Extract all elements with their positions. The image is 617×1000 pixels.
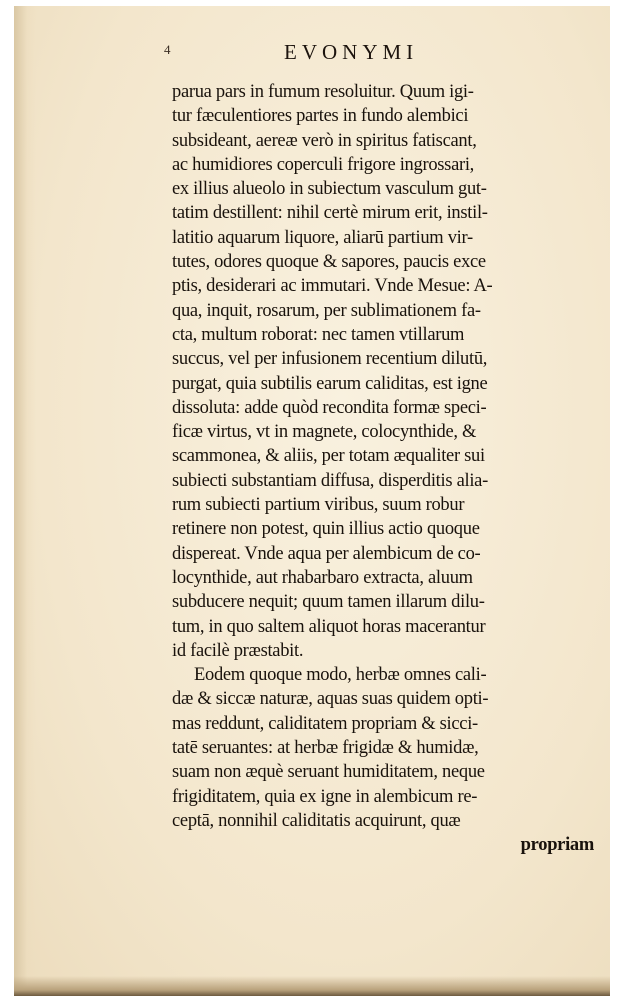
page-number: 4: [164, 42, 171, 57]
text-line: ficæ virtus, vt in magnete, colocynthide, &: [172, 422, 477, 443]
text-line: ceptā, nonnihil caliditatis acquirunt, quæ: [172, 810, 461, 831]
text-line: cta, multum roborat: nec tamen vtillarum: [172, 324, 465, 345]
text-line: tatim destillent: nihil certè mirum erit, instil-: [172, 203, 488, 224]
text-line: latitio aquarum liquore, aliarū partium vir-: [172, 227, 473, 248]
text-line: subducere nequit; quum tamen illarum dilu-: [172, 592, 485, 613]
text-line: tutes, odores quoque & sapores, paucis exce: [172, 252, 486, 273]
text-line: frigiditatem, quia ex igne in alembicum re-: [172, 786, 478, 807]
text-line: qua, inquit, rosarum, per sublimationem fa-: [172, 300, 481, 321]
body-text: [172, 80, 602, 858]
text-line: ptis, desiderari ac immutari. Vnde Mesue: A-: [172, 276, 493, 297]
text-line: purgat, quia subtilis earum caliditas, est igne: [172, 373, 488, 394]
catchword: propriam: [520, 835, 594, 856]
book-page: [14, 6, 610, 996]
text-line: dissoluta: adde quòd recondita formæ speci-: [172, 397, 487, 418]
text-line: tum, in quo saltem aliquot horas macerantur: [172, 616, 486, 637]
text-line: id facilè præstabit.: [172, 640, 304, 661]
text-line: dæ & siccæ naturæ, aquas suas quidem opti-: [172, 689, 489, 710]
page-gutter-shadow: [14, 6, 36, 996]
text-line: locynthide, aut rhabarbaro extracta, aluum: [172, 567, 473, 588]
text-line: scammonea, & aliis, per totam æqualiter sui: [172, 446, 485, 467]
text-line: mas reddunt, caliditatem propriam & sicci-: [172, 713, 478, 734]
text-line: subsideant, aereæ verò in spiritus fatiscant,: [172, 130, 477, 151]
text-line: ac humidiores coperculi frigore ingrossari,: [172, 154, 475, 175]
text-line: retinere non potest, quin illius actio quoque: [172, 519, 480, 540]
text-line: parua pars in fumum resoluitur. Quum igi-: [172, 82, 474, 102]
text-line: ex illius alueolo in subiectum vasculum gut-: [172, 179, 487, 200]
text-line: tur fæculentiores partes in fundo alembici: [172, 106, 469, 127]
paragraph-start-line: Eodem quoque modo, herbæ omnes cali-: [194, 665, 487, 686]
text-line: dispereat. Vnde aqua per alembicum de co-: [172, 543, 481, 564]
running-head: EVONYMI: [284, 40, 419, 64]
page-bottom-edge: [14, 976, 610, 996]
text-line: tatē seruantes: at herbæ frigidæ & humidæ,: [172, 738, 479, 759]
text-line: succus, vel per infusionem recentium dilutū,: [172, 349, 488, 370]
text-line: suam non æquè seruant humiditatem, neque: [172, 762, 485, 783]
text-line: rum subiecti partium viribus, suum robur: [172, 495, 465, 516]
text-line: subiecti substantiam diffusa, disperditis alia-: [172, 470, 488, 491]
